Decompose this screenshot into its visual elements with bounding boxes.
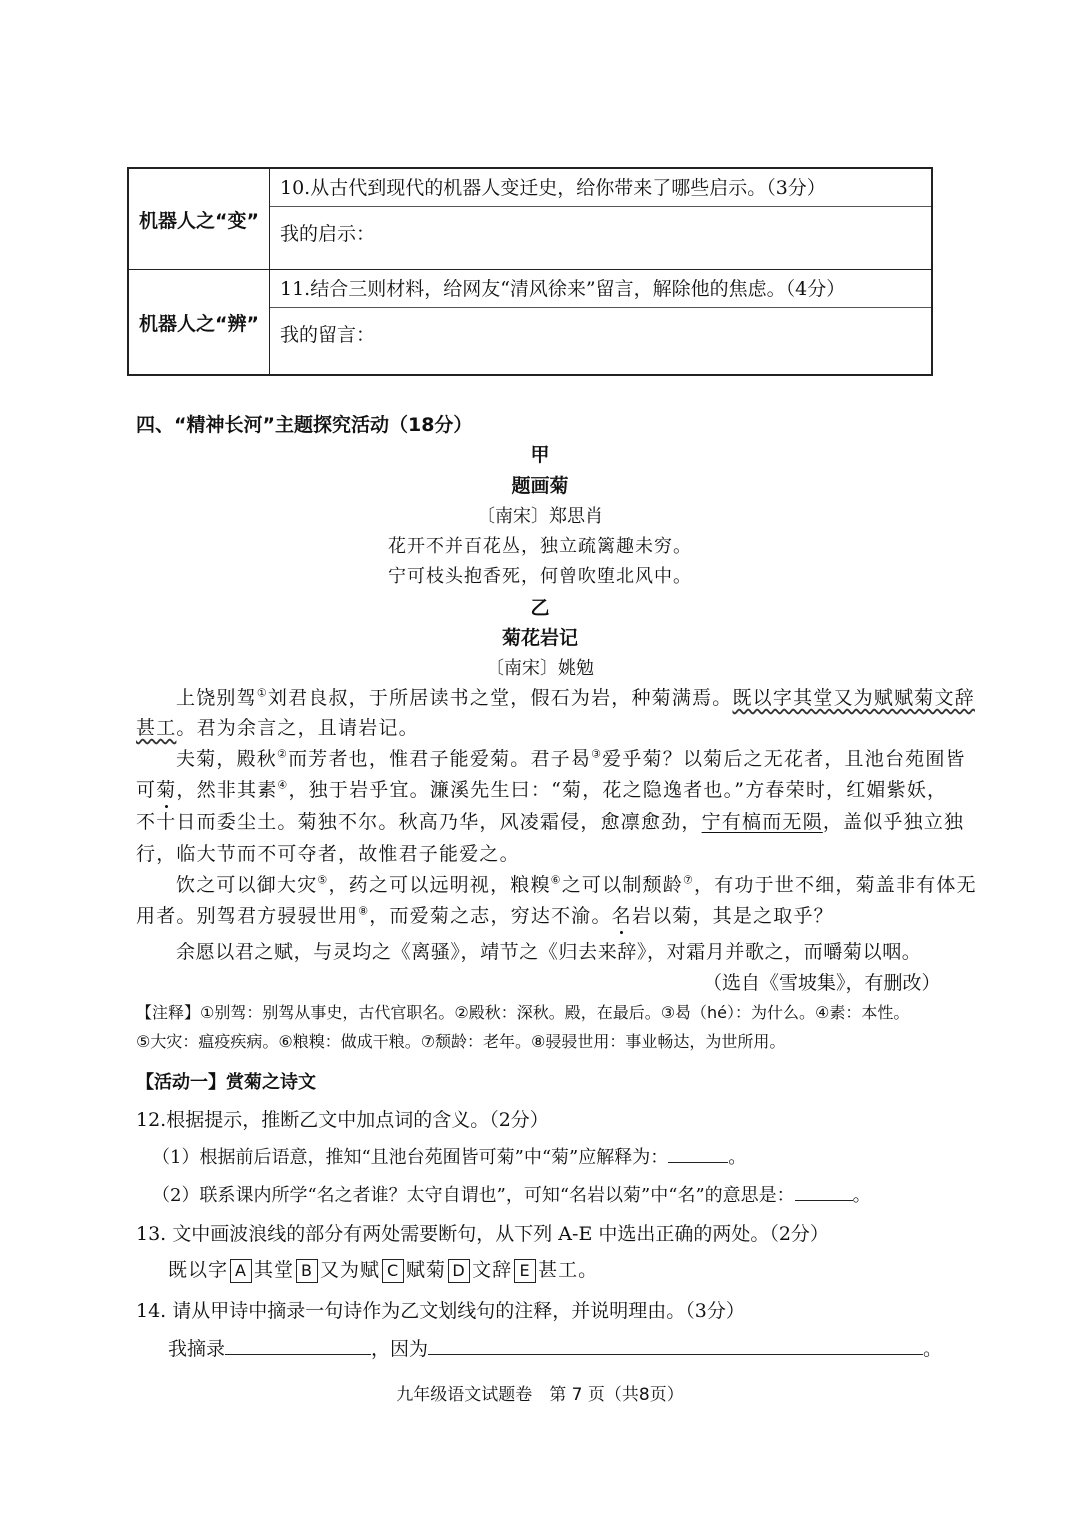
underlined-sentence: 宁有槁而无陨 bbox=[701, 811, 823, 833]
question-11: 11.结合三则材料，给网友“清风徐来”留言，解除他的焦虑。（4分） bbox=[270, 270, 931, 308]
question-text: （2）联系课内所学“名之者谁？太守自谓也”，可知“名岩以菊”中“名”的意思是： bbox=[152, 1185, 795, 1206]
footnote-mark: ⑦ bbox=[682, 873, 694, 887]
answer-blank[interactable] bbox=[795, 1182, 853, 1201]
answer-blank[interactable] bbox=[428, 1336, 923, 1355]
text-span: 而芳者也，惟君子能爱菊。君子曷 bbox=[288, 748, 592, 770]
answer-blank[interactable] bbox=[225, 1336, 371, 1355]
text-span: 岩以菊，其是之取乎？ bbox=[631, 905, 834, 927]
text-span: 饮之可以御大灾 bbox=[176, 874, 318, 896]
text-mark-yi: 乙 bbox=[530, 597, 550, 619]
essay-line: 余愿以君之赋，与灵均之《离骚》，靖节之《归去来辞》，对霜月并歌之，而嚼菊以咽。 bbox=[176, 941, 922, 963]
option-box-d[interactable]: D bbox=[448, 1259, 470, 1283]
poem-line: 花开不并百花丛，独立疏篱趣未穷。 bbox=[388, 536, 692, 557]
footnote-mark: ⑥ bbox=[550, 873, 562, 887]
text-span: ，然非其素 bbox=[176, 779, 278, 801]
question-12-part-2 bbox=[152, 1181, 871, 1207]
option-box-e[interactable]: E bbox=[514, 1259, 536, 1283]
answer-prompt: 。 bbox=[923, 1338, 943, 1360]
option-text: 甚工。 bbox=[538, 1259, 599, 1281]
answer-blank[interactable] bbox=[668, 1144, 728, 1163]
question-12: 12.根据提示，推断乙文中加点词的含义。（2分） bbox=[136, 1109, 549, 1131]
footnote-mark: ③ bbox=[591, 747, 603, 761]
row-label: 机器人之“变” bbox=[129, 169, 270, 269]
activity-heading: 【活动一】赏菊之诗文 bbox=[136, 1072, 316, 1093]
essay-line bbox=[176, 744, 966, 771]
footnote-mark: ⑤ bbox=[317, 873, 329, 887]
answer-label: 我的留言： bbox=[280, 324, 376, 346]
option-text: 其堂 bbox=[254, 1259, 295, 1281]
essay-author: 〔南宋〕姚勉 bbox=[486, 658, 594, 679]
poem-line: 宁可枝头抱香死，何曾吹堕北风中。 bbox=[388, 566, 692, 587]
text-span: 。君为余言之，且请岩记。 bbox=[176, 717, 419, 739]
row-label: 机器人之“辨” bbox=[129, 270, 270, 374]
text-span: 不十日而委尘土。菊独不尔。秋高乃华，风凌霜侵，愈凛愈劲， bbox=[136, 811, 702, 833]
text-span: ，而爱菊之志，穷达不渝。 bbox=[369, 905, 612, 927]
punctuation-options bbox=[168, 1255, 598, 1283]
text-span: ，独于岩乎宜。濂溪先生曰：“菊，花之隐逸者也。”方春荣时，红媚紫妖， bbox=[288, 779, 948, 801]
answer-prompt: 我摘录 bbox=[168, 1338, 226, 1360]
essay-line bbox=[136, 713, 419, 740]
essay-line bbox=[136, 901, 834, 928]
footnote-mark: ① bbox=[256, 686, 268, 700]
footnote-mark: ④ bbox=[277, 778, 289, 792]
wavy-underlined-text: 既以字其堂又为赋赋菊文辞 bbox=[732, 687, 975, 709]
option-text: 既以字 bbox=[168, 1259, 229, 1281]
table-row bbox=[129, 270, 931, 374]
question-14-answer bbox=[168, 1334, 942, 1361]
question-13: 13. 文中画波浪线的部分有两处需要断句，从下列 A-E 中选出正确的两处。（2分） bbox=[136, 1223, 829, 1245]
option-box-a[interactable]: A bbox=[230, 1259, 252, 1283]
annotation-line: ⑤大灾：瘟疫疾病。⑥粮糗：做成干粮。⑦颓龄：老年。⑧骎骎世用：事业畅达，为世所用。 bbox=[136, 1032, 786, 1051]
question-12-part-1 bbox=[152, 1143, 746, 1169]
question-14: 14. 请从甲诗中摘录一句诗作为乙文划线句的注释，并说明理由。（3分） bbox=[136, 1300, 745, 1322]
text-span: ，药之可以远明视，粮糗 bbox=[328, 874, 551, 896]
question-text: （1）根据前后语意，推知“且池台苑囿皆可菊”中“菊”应解释为： bbox=[152, 1147, 669, 1168]
essay-line bbox=[176, 683, 975, 710]
section-heading: 四、“精神长河”主题探究活动（18分） bbox=[136, 414, 473, 436]
poem-author: 〔南宋〕郑思肖 bbox=[477, 506, 603, 527]
text-span: 爱乎菊？以菊后之无花者，且池台苑囿皆 bbox=[602, 748, 966, 770]
answer-label: 我的启示： bbox=[280, 223, 376, 245]
dotted-word: 名 bbox=[611, 905, 632, 927]
text-span: 可 bbox=[136, 779, 157, 801]
annotation-line: 【注释】①别驾：别驾从事史，古代官职名。②殿秋：深秋。殿，在最后。③曷（hé）：为什么。④素：本性。 bbox=[136, 1003, 910, 1022]
table-row bbox=[129, 169, 931, 270]
option-text: 文辞 bbox=[472, 1259, 513, 1281]
essay-line bbox=[176, 870, 977, 897]
answer-table bbox=[127, 167, 933, 376]
essay-title: 菊花岩记 bbox=[501, 627, 578, 649]
text-span: 夫菊，殿秋 bbox=[176, 748, 278, 770]
option-text: 赋菊 bbox=[406, 1259, 447, 1281]
answer-prompt: ，因为 bbox=[371, 1338, 429, 1360]
source-citation: （选自《雪坡集》，有删改） bbox=[703, 972, 941, 994]
text-span: 之可以制颓龄 bbox=[561, 874, 683, 896]
footnote-mark: ⑧ bbox=[358, 904, 370, 918]
question-text: 。 bbox=[728, 1147, 747, 1168]
page-footer: 九年级语文试题卷 第 7 页（共8页） bbox=[396, 1385, 684, 1405]
dotted-word: 菊 bbox=[156, 779, 177, 801]
option-box-c[interactable]: C bbox=[382, 1259, 404, 1283]
option-text: 又为赋 bbox=[320, 1259, 381, 1281]
option-box-b[interactable]: B bbox=[296, 1259, 318, 1283]
text-span: ，有功于世不细，菊盖非有体无 bbox=[694, 874, 977, 896]
footnote-mark: ② bbox=[277, 747, 289, 761]
text-span: 刘君良叔，于所居读书之堂，假石为岩，种菊满焉。 bbox=[267, 687, 733, 709]
poem-title: 题画菊 bbox=[511, 475, 569, 497]
text-mark-jia: 甲 bbox=[530, 444, 550, 466]
text-span: 用者。别驾君方骎骎世用 bbox=[136, 905, 359, 927]
text-span: 上饶别驾 bbox=[176, 687, 257, 709]
essay-line bbox=[136, 775, 947, 802]
essay-line: 行，临大节而不可夺者，故惟君子能爱之。 bbox=[136, 843, 520, 865]
wavy-underlined-text: 甚工 bbox=[136, 717, 177, 739]
question-10: 10.从古代到现代的机器人变迁史，给你带来了哪些启示。（3分） bbox=[270, 169, 931, 207]
question-text: 。 bbox=[852, 1185, 871, 1206]
text-span: ，盖似乎独立独 bbox=[822, 811, 965, 833]
essay-line bbox=[136, 807, 964, 834]
